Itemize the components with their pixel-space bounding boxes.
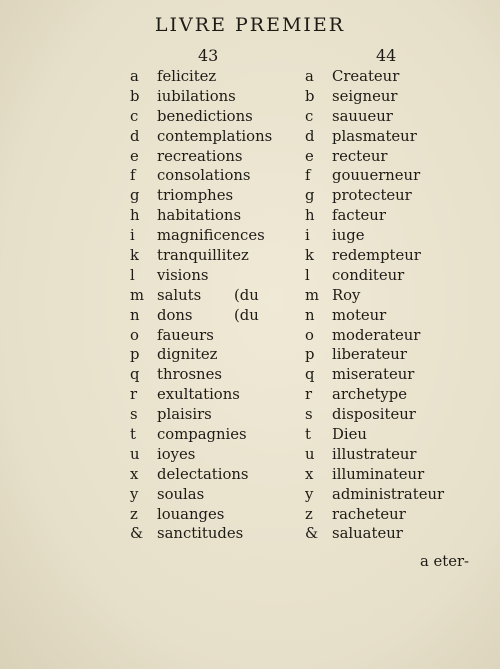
right-row — [305, 107, 465, 127]
right-row-word: conditeur — [332, 266, 405, 284]
right-row-letter: d — [305, 127, 315, 145]
right-row-letter: o — [305, 326, 314, 344]
left-row — [130, 445, 290, 465]
right-row — [305, 465, 465, 485]
right-row — [305, 186, 465, 206]
left-row — [130, 505, 290, 525]
left-row-letter: i — [130, 227, 135, 245]
right-row-letter: r — [305, 386, 313, 404]
right-row-letter: q — [305, 366, 315, 384]
left-row-letter: s — [130, 406, 138, 424]
left-row-letter: r — [130, 386, 138, 404]
right-row-word: miserateur — [332, 366, 415, 384]
right-row-letter: t — [305, 426, 311, 444]
right-row — [305, 425, 465, 445]
right-row — [305, 445, 465, 465]
left-row-word: consolations — [157, 167, 251, 185]
right-row-word: racheteur — [332, 505, 406, 523]
left-row-letter: a — [130, 68, 139, 85]
right-row-word: moteur — [332, 306, 387, 324]
right-row — [305, 345, 465, 365]
left-row — [130, 345, 290, 365]
left-word-column — [130, 67, 290, 544]
left-row-word: felicitez — [157, 68, 217, 85]
right-word-column — [305, 67, 465, 544]
right-row-word: saluateur — [332, 525, 403, 543]
right-row-word: iuge — [332, 227, 365, 245]
right-row-letter: h — [305, 207, 315, 225]
right-row-word: Roy — [332, 286, 361, 304]
left-row-letter: p — [130, 346, 140, 364]
left-row — [130, 226, 290, 246]
left-row-word: benedictions — [157, 107, 253, 125]
left-row — [130, 365, 290, 385]
right-row-letter: i — [305, 227, 310, 245]
left-row — [130, 425, 290, 445]
right-row-word: administrateur — [332, 485, 445, 503]
left-row-word: dons — [157, 306, 193, 324]
left-row — [130, 385, 290, 405]
right-row — [305, 385, 465, 405]
left-row — [130, 166, 290, 186]
right-row — [305, 524, 465, 544]
left-row — [130, 186, 290, 206]
left-row-letter: n — [130, 306, 140, 324]
left-row-letter: u — [130, 445, 140, 463]
left-row-letter: y — [130, 485, 139, 503]
left-row-letter: z — [130, 505, 138, 523]
right-row-word: Createur — [332, 68, 400, 85]
right-row-word: liberateur — [332, 346, 407, 364]
right-row-letter: c — [305, 107, 314, 125]
left-row-word: sanctitudes — [157, 525, 244, 543]
left-row-word: dignitez — [157, 346, 218, 364]
right-row-letter: l — [305, 266, 310, 284]
right-row-word: gouuerneur — [332, 167, 421, 185]
right-row-word: dispositeur — [332, 406, 416, 424]
left-row-word: iubilations — [157, 87, 236, 105]
right-row-word: plasmateur — [332, 127, 417, 145]
left-row-letter: f — [130, 167, 136, 185]
left-row-word: recreations — [157, 147, 243, 165]
right-row-word: redempteur — [332, 247, 421, 265]
right-row-letter: g — [305, 187, 315, 205]
left-row-word: triomphes — [157, 187, 234, 205]
right-row — [305, 266, 465, 286]
left-row-word: delectations — [157, 465, 249, 483]
left-row-word: faueurs — [157, 326, 214, 344]
left-row-word: louanges — [157, 505, 225, 523]
left-row-letter: x — [130, 465, 139, 483]
left-row-letter: h — [130, 207, 140, 225]
right-row — [305, 286, 465, 306]
right-row-word: sauueur — [332, 107, 393, 125]
left-row-letter: l — [130, 266, 135, 284]
right-row-letter: x — [305, 465, 314, 483]
right-row-letter: e — [305, 147, 314, 165]
right-row-letter: u — [305, 445, 315, 463]
left-row-letter: q — [130, 366, 140, 384]
right-row-word: illuminateur — [332, 465, 425, 483]
left-row-letter: m — [130, 286, 145, 304]
left-row — [130, 524, 290, 544]
left-row-letter: d — [130, 127, 140, 145]
left-row — [130, 206, 290, 226]
left-row-letter: & — [130, 525, 144, 543]
right-row-word: facteur — [332, 207, 386, 225]
left-row-word: tranquillitez — [157, 247, 249, 265]
right-row-letter: k — [305, 247, 314, 265]
right-row — [305, 206, 465, 226]
catchword: a eter- — [420, 553, 470, 570]
left-row — [130, 465, 290, 485]
left-row — [130, 127, 290, 147]
right-row-letter: a — [305, 68, 314, 85]
right-row — [305, 87, 465, 107]
right-row-letter: p — [305, 346, 315, 364]
left-row — [130, 286, 290, 306]
right-row — [305, 485, 465, 505]
left-row — [130, 67, 290, 87]
left-row-letter: b — [130, 87, 140, 105]
left-row-letter: t — [130, 426, 136, 444]
left-row-letter: c — [130, 107, 139, 125]
right-row-letter: z — [305, 505, 313, 523]
right-row-word: recteur — [332, 147, 388, 165]
left-row — [130, 147, 290, 167]
right-row-word: illustrateur — [332, 445, 417, 463]
right-row — [305, 246, 465, 266]
left-row — [130, 246, 290, 266]
right-row-letter: n — [305, 306, 315, 324]
right-row — [305, 326, 465, 346]
right-row-letter: f — [305, 167, 311, 185]
left-row-word: plaisirs — [157, 406, 212, 424]
left-row — [130, 485, 290, 505]
right-row-letter: b — [305, 87, 315, 105]
left-row-word: saluts — [157, 286, 202, 304]
right-row — [305, 365, 465, 385]
right-row-word: protecteur — [332, 187, 412, 205]
right-row — [305, 147, 465, 167]
right-row-letter: s — [305, 406, 313, 424]
left-row-word: soulas — [157, 485, 205, 503]
left-row-word: magnificences — [157, 227, 265, 245]
left-row — [130, 107, 290, 127]
right-row-word: seigneur — [332, 87, 398, 105]
left-row-word: exultations — [157, 386, 240, 404]
left-row — [130, 306, 290, 326]
right-row — [305, 166, 465, 186]
right-row-letter: & — [305, 525, 319, 543]
left-row-word: visions — [157, 266, 209, 284]
right-row — [305, 67, 465, 87]
right-row-letter: y — [305, 485, 314, 503]
right-row — [305, 127, 465, 147]
left-row-letter: o — [130, 326, 139, 344]
running-head: LIVRE PREMIER — [154, 14, 346, 36]
right-row-word: Dieu — [332, 426, 367, 444]
left-row — [130, 405, 290, 425]
left-row — [130, 326, 290, 346]
left-row-word: throsnes — [157, 366, 222, 384]
right-row — [305, 306, 465, 326]
right-row — [305, 226, 465, 246]
left-row — [130, 266, 290, 286]
left-column-number: 43 — [198, 46, 219, 65]
right-row-word: archetype — [332, 386, 408, 404]
left-row — [130, 87, 290, 107]
right-row — [305, 405, 465, 425]
left-row-note: (du — [234, 286, 259, 304]
left-row-word: contemplations — [157, 127, 273, 145]
left-row-word: habitations — [157, 207, 242, 225]
right-column-number: 44 — [376, 46, 397, 65]
left-row-letter: g — [130, 187, 140, 205]
left-row-letter: e — [130, 147, 139, 165]
left-row-note: (du — [234, 306, 259, 324]
right-row — [305, 505, 465, 525]
left-row-word: compagnies — [157, 426, 247, 444]
left-row-letter: k — [130, 247, 139, 265]
left-row-word: ioyes — [157, 445, 196, 463]
right-row-letter: m — [305, 286, 320, 304]
right-row-word: moderateur — [332, 326, 421, 344]
